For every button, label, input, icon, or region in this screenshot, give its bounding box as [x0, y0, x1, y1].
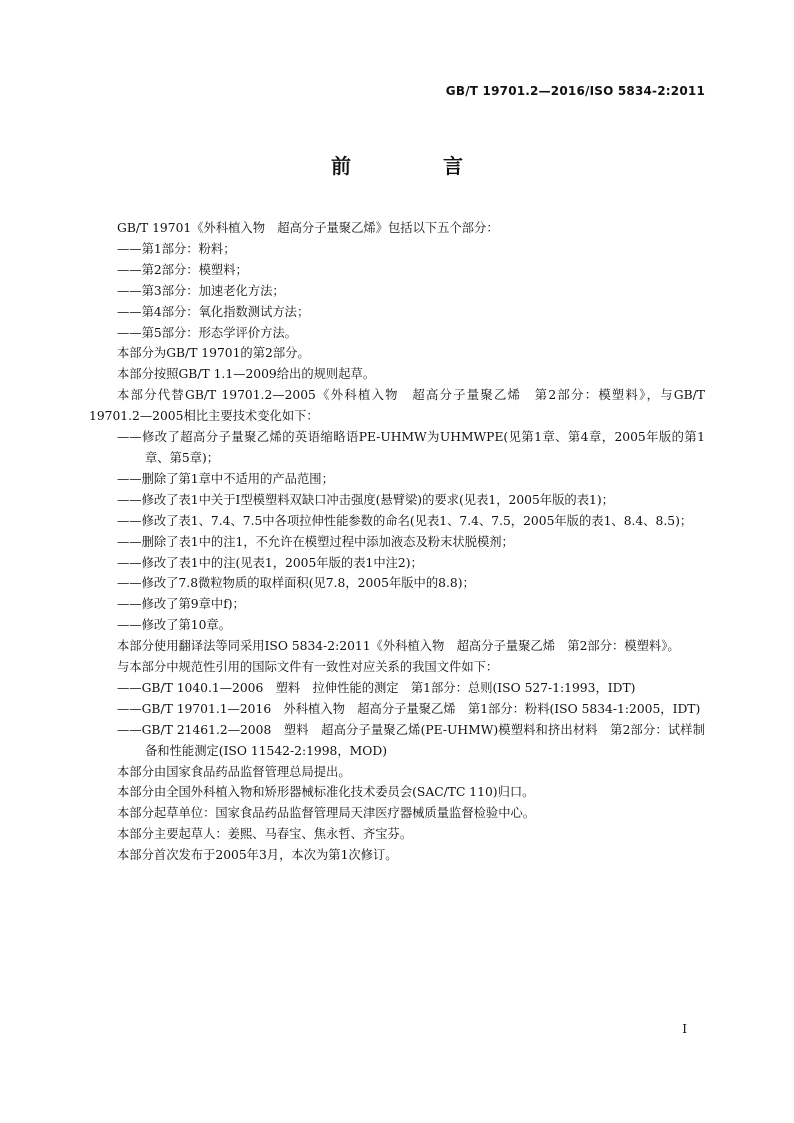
- list-item: ——第1部分：粉料；: [117, 241, 236, 256]
- list-item: ——删除了第1章中不适用的产品范围；: [117, 471, 334, 486]
- paragraph: 本部分首次发布于2005年3月，本次为第1次修订。: [117, 848, 398, 863]
- paragraph: 本部分由国家食品药品监督管理总局提出。: [117, 764, 351, 779]
- paragraph: 与本部分中规范性引用的国际文件有一致性对应关系的我国文件如下：: [117, 660, 499, 675]
- list-item: ——修改了表1中的注(见表1，2005年版的表1中注2)；: [117, 555, 423, 570]
- paragraph: 本部分主要起草人：姜熙、马春宝、焦永哲、齐宝芬。: [117, 827, 413, 842]
- list-item: ——第3部分：加速老化方法；: [117, 283, 285, 298]
- list-item: ——第2部分：模塑料；: [117, 262, 248, 277]
- list-item: ——修改了第9章中f)；: [117, 597, 245, 612]
- list-item: ——删除了表1中的注1，不允许在模塑过程中添加液态及粉末状脱模剂；: [117, 534, 514, 549]
- paragraph: 本部分代替GB/T 19701.2—2005《外科植入物 超高分子量聚乙烯 第2部分：模塑料》，与GB/T 19701.2—2005相比主要技术变化如下：: [89, 388, 705, 424]
- paragraph: 本部分起草单位：国家食品药品监督管理局天津医疗器械质量监督检验中心。: [117, 806, 536, 821]
- list-item: ——GB/T 19701.1—2016 外科植入物 超高分子量聚乙烯 第1部分：粉料(ISO 5834-1:2005，IDT): [117, 701, 701, 716]
- page-title: 前 言: [331, 154, 499, 178]
- standard-number: GB/T 19701.2—2016/ISO 5834-2:2011: [445, 84, 705, 98]
- foreword-body: [89, 218, 705, 866]
- paragraph: 本部分使用翻译法等同采用ISO 5834-2:2011《外科植入物 超高分子量聚乙烯 第2部分：模塑料》。: [117, 639, 680, 654]
- page-number: I: [682, 1022, 687, 1036]
- list-item: ——第5部分：形态学评价方法。: [117, 325, 297, 340]
- paragraph: 本部分为GB/T 19701的第2部分。: [117, 346, 310, 361]
- list-item: ——修改了表1、7.4、7.5中各项拉伸性能参数的命名(见表1、7.4、7.5，2005年版的表1、8.4、8.5)；: [117, 513, 693, 528]
- list-item: ——GB/T 21461.2—2008 塑料 超高分子量聚乙烯(PE-UHMW)模塑料和挤出材料 第2部分：试样制备和性能测定(ISO 11542-2:1998，MOD): [117, 722, 705, 758]
- list-item: ——第4部分：氧化指数测试方法；: [117, 304, 310, 319]
- list-item: ——GB/T 1040.1—2006 塑料 拉伸性能的测定 第1部分：总则(ISO 527-1:1993，IDT): [117, 680, 636, 695]
- list-item: ——修改了超高分子量聚乙烯的英语缩略语PE-UHMW为UHMWPE(见第1章、第4章，2005年版的第1章、第5章)；: [117, 430, 705, 465]
- paragraph: GB/T 19701《外科植入物 超高分子量聚乙烯》包括以下五个部分：: [117, 221, 499, 235]
- list-item: ——修改了7.8微粒物质的取样面积(见7.8，2005年版中的8.8)；: [117, 576, 475, 591]
- list-item: ——修改了表1中关于Ⅰ型模塑料双缺口冲击强度(悬臂梁)的要求(见表1，2005年版的表1)；: [117, 492, 614, 507]
- list-item: ——修改了第10章。: [117, 618, 232, 633]
- paragraph: 本部分按照GB/T 1.1—2009给出的规则起草。: [117, 367, 376, 382]
- paragraph: 本部分由全国外科植入物和矫形器械标准化技术委员会(SAC/TC 110)归口。: [117, 785, 535, 800]
